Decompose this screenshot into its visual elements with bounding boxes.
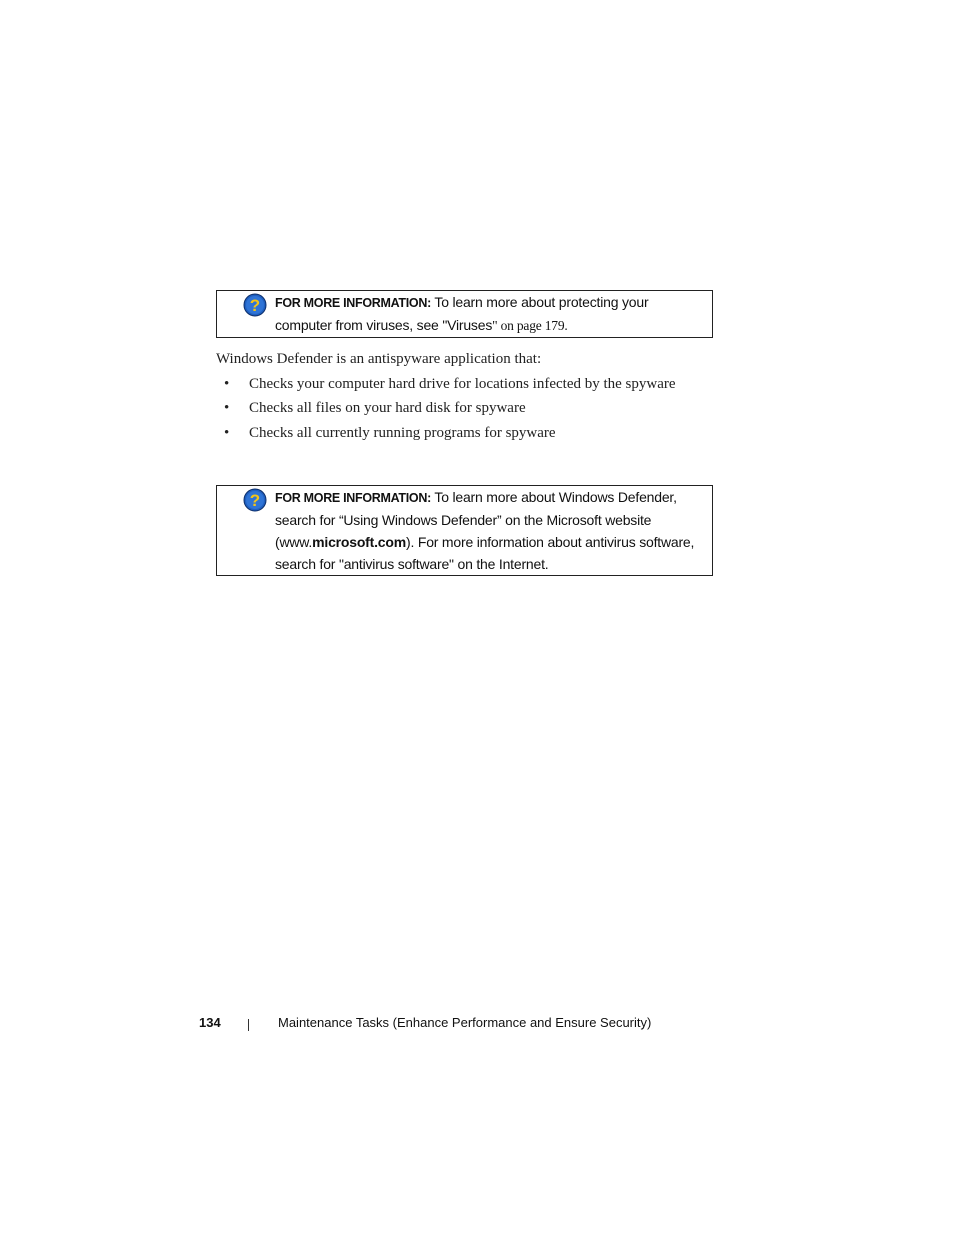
list-item: Checks all files on your hard disk for spyware bbox=[249, 400, 526, 416]
note-lead: FOR MORE INFORMATION: bbox=[275, 491, 431, 505]
info-note-viruses bbox=[216, 290, 713, 338]
bullet-symbol: • bbox=[224, 376, 230, 392]
help-question-icon bbox=[243, 488, 267, 512]
help-question-icon bbox=[243, 293, 267, 317]
info-note-windows-defender bbox=[216, 485, 713, 576]
note-text: computer from viruses, see "Viruses bbox=[275, 317, 493, 333]
page-number: 134 bbox=[199, 1015, 221, 1030]
note-text: (www. bbox=[275, 534, 313, 550]
note-text: search for “Using Windows Defender” on the Microsoft website bbox=[275, 512, 652, 528]
chapter-title: Maintenance Tasks (Enhance Performance and Ensure Security) bbox=[278, 1015, 652, 1030]
intro-paragraph: Windows Defender is an antispyware application that: bbox=[216, 351, 542, 367]
list-item: Checks your computer hard drive for locations infected by the spyware bbox=[249, 376, 676, 392]
bullet-symbol: • bbox=[224, 425, 230, 441]
footer-divider bbox=[248, 1019, 249, 1031]
list-item: Checks all currently running programs for spyware bbox=[249, 425, 556, 441]
svg-text:?: ? bbox=[249, 491, 261, 510]
microsoft-url[interactable]: microsoft.com bbox=[312, 534, 406, 550]
note-lead: FOR MORE INFORMATION: bbox=[275, 296, 431, 310]
note-text: search for "antivirus software" on the Internet. bbox=[275, 556, 549, 572]
note-text: ). For more information about antivirus software, bbox=[406, 534, 695, 550]
cross-reference-link[interactable]: " on page 179. bbox=[492, 318, 568, 333]
note-text: To learn more about Windows Defender, bbox=[430, 489, 677, 505]
svg-text:?: ? bbox=[249, 296, 261, 315]
bullet-symbol: • bbox=[224, 400, 230, 416]
note-text: To learn more about protecting your bbox=[430, 294, 649, 310]
